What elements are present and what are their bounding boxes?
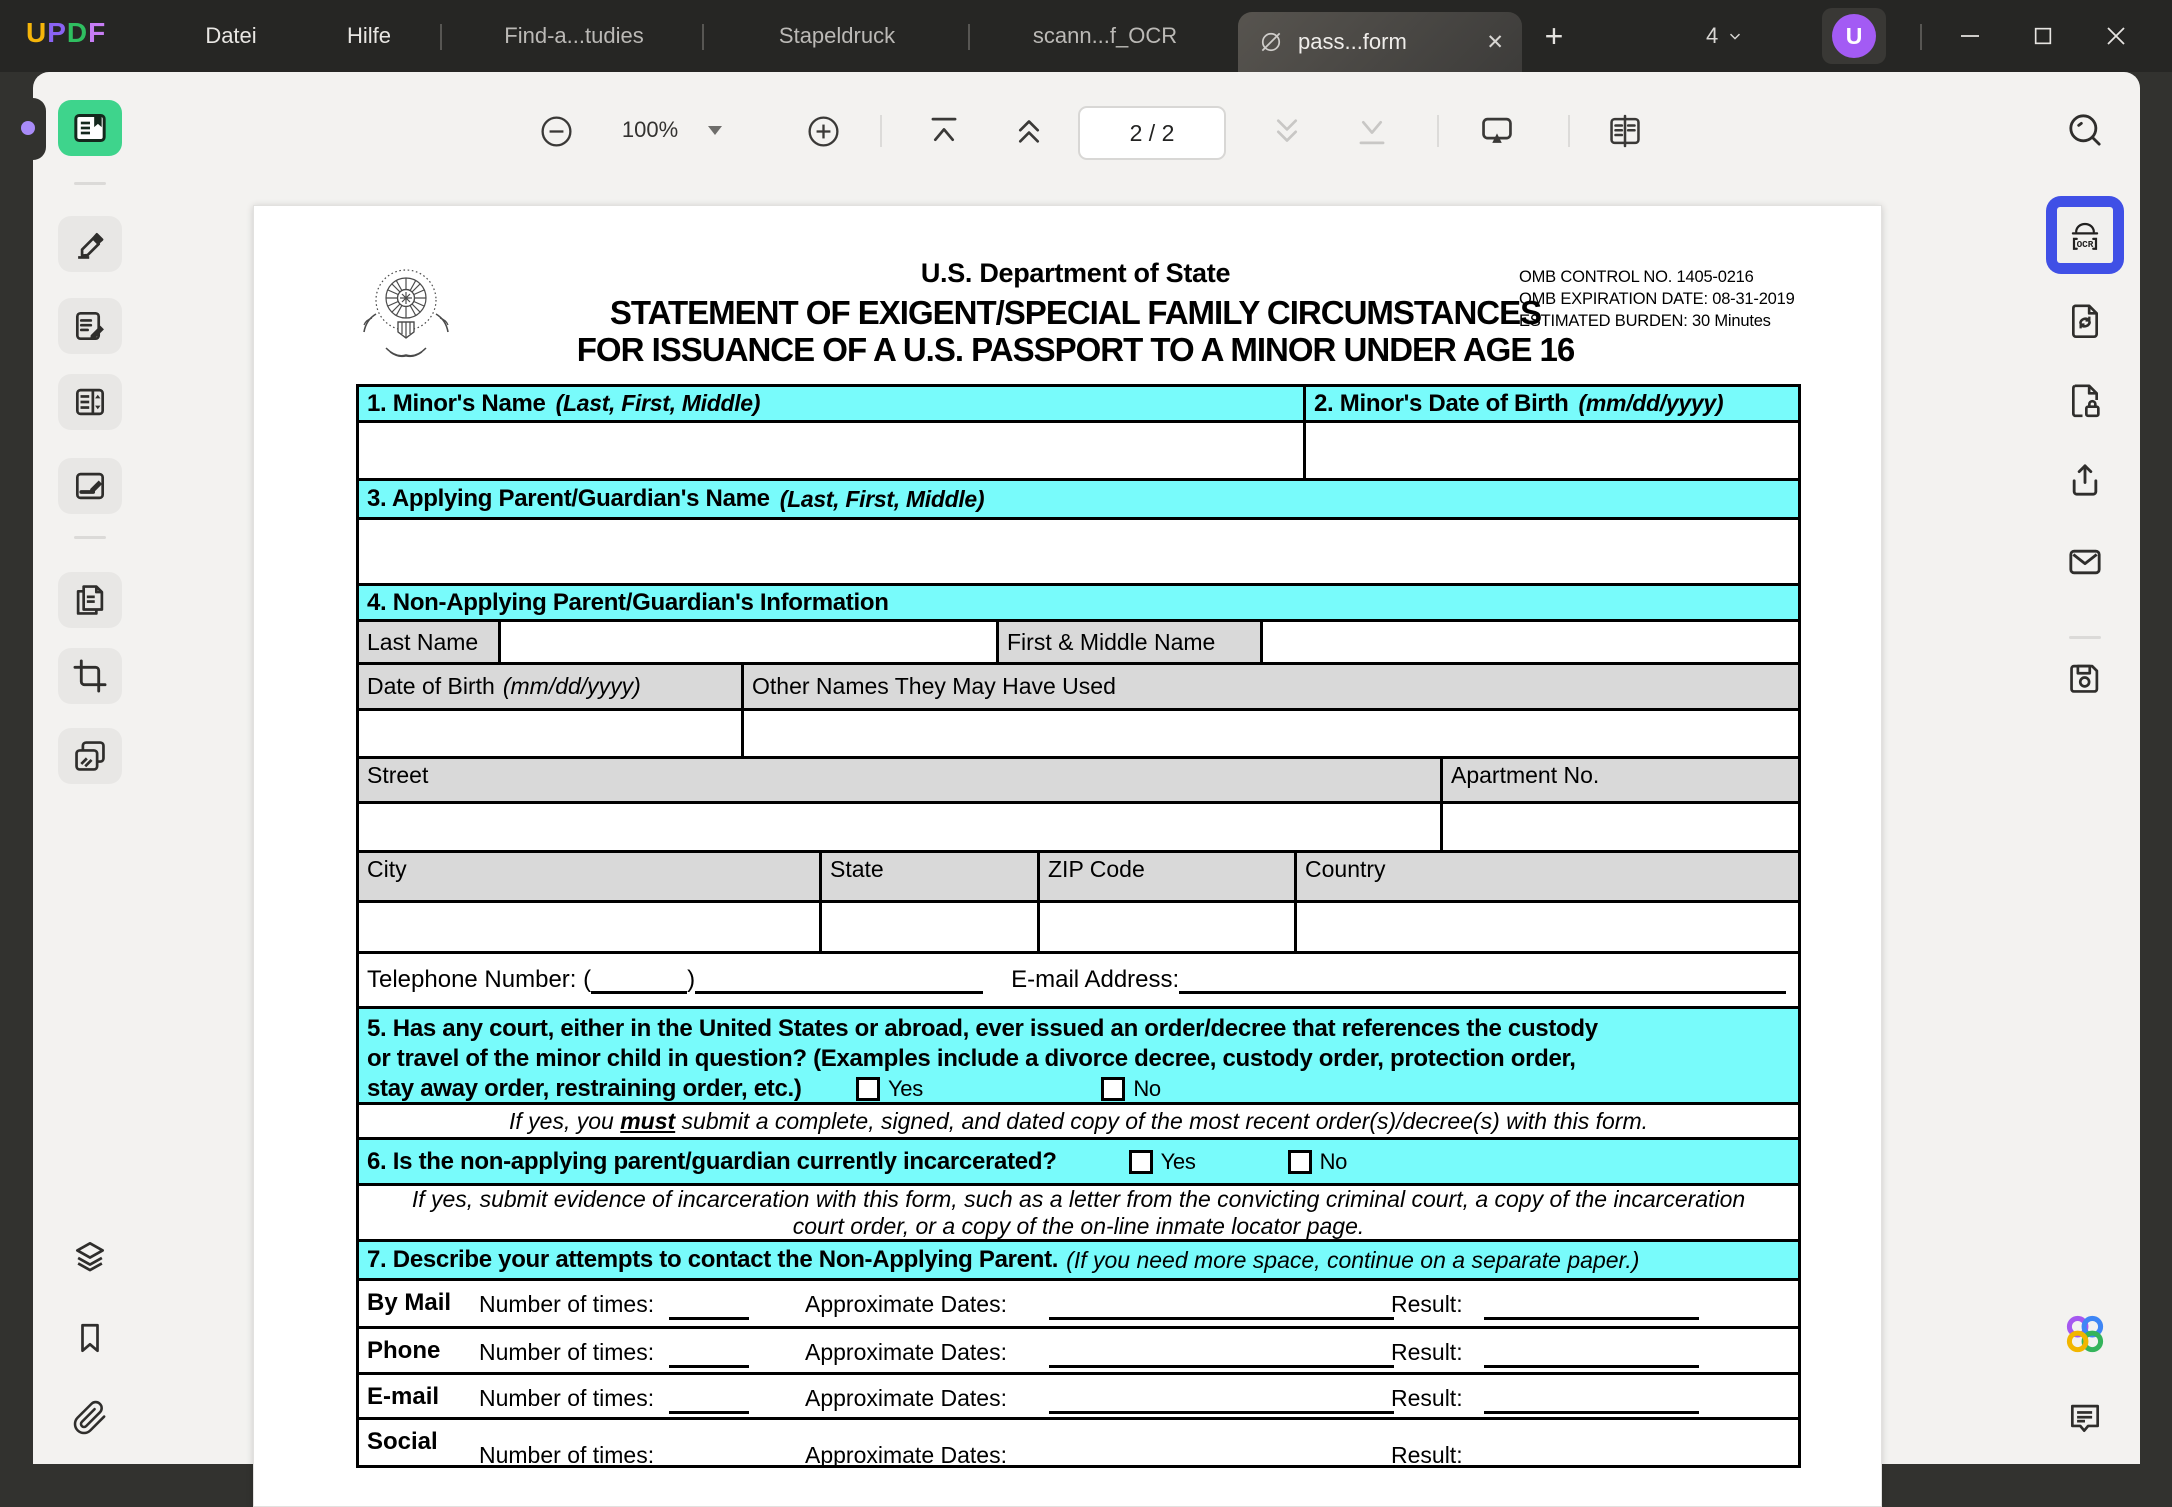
row-note5: If yes, you must submit a complete, signed, and dated copy of the most recent order(s)/decree(s) with this form. [359,1105,1798,1140]
edit-pdf-button[interactable] [58,298,122,354]
save-button[interactable] [2053,650,2117,706]
convert-button[interactable] [2053,292,2117,348]
protect-button[interactable] [2053,372,2117,428]
menu-datei[interactable]: Datei [205,23,257,48]
row-section7-header: 7. Describe your attempts to contact the Non-Applying Parent. (If you need more space, continue on a separate paper.) [359,1242,1798,1281]
fill-sign-button[interactable] [58,458,122,514]
titlebar-separator [702,24,704,50]
pages-icon [71,581,109,619]
minimize-button[interactable] [1944,0,1996,72]
q5-no-checkbox [1101,1077,1125,1101]
paperclip-icon [72,1400,108,1436]
close-window-button[interactable] [2090,0,2142,72]
row-dob-othernames-header: Date of Birth (mm/dd/yyyy) Other Names They May Have Used [359,665,1798,711]
assistant-dot[interactable] [21,121,35,135]
active-tab-label: pass...form [1298,29,1407,54]
row-city-header: City State ZIP Code Country [359,853,1798,903]
new-tab-button[interactable]: + [1544,17,1564,54]
zoom-level[interactable]: 100% [621,117,679,142]
row-contact-phone: Phone Number of times: Approximate Dates: Result: [359,1329,1798,1375]
bookmark-icon [72,1320,108,1356]
othernames-field [744,711,1798,756]
doc-dept-title: U.S. Department of State [920,258,1231,288]
feedback-button[interactable] [2053,1390,2117,1446]
save-icon [2066,659,2104,697]
chevron-down-icon [1726,27,1744,45]
sidebar-divider [74,182,106,185]
row-contact-email: E-mail Number of times: Approximate Dates: Result: [359,1375,1798,1420]
row-phone-email: Telephone Number: ( ) E-mail Address: [359,954,1798,1009]
window-edge [2140,72,2172,1464]
row-street-header: Street Apartment No. [359,759,1798,804]
titlebar-separator [440,24,442,50]
side-panel-handle [33,98,46,160]
comment-tool-button[interactable] [58,216,122,272]
row-question6: 6. Is the non-applying parent/guardian currently incarcerated? Yes No [359,1140,1798,1186]
highlighter-icon [71,225,109,263]
last-page-button[interactable] [1353,112,1391,150]
organize-list-icon [71,383,109,421]
ocr-button-selected[interactable] [2046,196,2124,274]
organize-pages-button[interactable] [58,374,122,430]
search-icon [2065,110,2105,150]
zoom-dropdown-caret[interactable] [708,126,722,135]
share-icon [2065,460,2105,500]
account-avatar[interactable] [1822,8,1886,64]
envelope-icon [2065,542,2105,582]
row-contact-bymail: By Mail Number of times: Approximate Dates: Result: [359,1281,1798,1329]
street-field [359,804,1443,850]
sign-document-icon [71,467,109,505]
title-bar [0,0,2172,72]
view-only-icon [1258,29,1284,55]
avatar-initial: U [1832,14,1876,58]
row-contact-social: Social Number of times: Approximate Dates: Result: [359,1420,1798,1468]
country-field [1297,903,1798,951]
row-city-input [359,903,1798,954]
row-dob-othernames-input [359,711,1798,759]
tab-scann-ocr[interactable]: scann...f_OCR [1032,23,1178,48]
dob-field [359,711,744,756]
titlebar-separator [968,24,970,50]
row-lastname: Last Name First & Middle Name [359,622,1798,665]
row-nonapplying-header: 4. Non-Applying Parent/Guardian's Information [359,586,1798,622]
share-button[interactable] [2053,452,2117,508]
row-question5: 5. Has any court, either in the United States or abroad, ever issued an order/decree that references the custody or travel of the minor child in question? (Examples include a divorce decree, custody order, protection order, stay away order, restraining order, etc.) Yes No [359,1009,1798,1105]
first-page-button[interactable] [925,112,963,150]
doc-title: STATEMENT OF EXIGENT/SPECIAL FAMILY CIRCUMSTANCES FOR ISSUANCE OF A U.S. PASSPORT TO A MINOR UNDER AGE 16 [576,294,1575,368]
svg-text:OCR: OCR [2076,239,2094,251]
sidebar-divider [74,536,106,539]
search-button[interactable] [2053,102,2117,158]
row-street-input [359,804,1798,853]
zoom-in-button[interactable] [805,113,842,150]
pages-button[interactable] [58,572,122,628]
feedback-bubble-icon [2066,1399,2104,1437]
minor-name-field [359,423,1306,478]
firstmiddle-field [1263,622,1798,662]
ai-assistant-button[interactable] [2053,1306,2117,1362]
tab-pass-form-active[interactable] [1238,12,1522,72]
toolbar-separator [1568,115,1570,147]
edit-document-icon [71,307,109,345]
crop-button[interactable] [58,648,122,704]
tab-count-value: 4 [1706,23,1719,48]
row-minor-name-header: 1. Minor's Name (Last, First, Middle) 2. Minor's Date of Birth (mm/dd/yyyy) [359,387,1798,423]
maximize-button[interactable] [2017,0,2069,72]
q6-no-checkbox [1288,1150,1312,1174]
zoom-out-button[interactable] [538,113,575,150]
titlebar-separator [1920,24,1922,50]
next-page-button[interactable] [1268,112,1306,150]
apartment-field [1443,804,1798,850]
bookmark-button[interactable] [58,1310,122,1366]
applying-parent-field [359,520,1798,583]
slideshow-button[interactable] [58,728,122,784]
sidebar-divider [2069,636,2101,639]
zip-field [1040,903,1297,951]
state-field [822,903,1040,951]
omb-block: OMB CONTROL NO. 1405-0216 OMB EXPIRATION DATE: 08-31-2019 ESTIMATED BURDEN: 30 Minutes [1519,268,1795,330]
tab-count-dropdown[interactable] [1706,0,1744,72]
crop-icon [71,657,109,695]
book-reader-icon [70,108,110,148]
previous-page-button[interactable] [1010,112,1048,150]
layers-icon [71,1237,109,1275]
updf-logo[interactable]: UPDF [26,17,107,48]
q5-yes-checkbox [856,1077,880,1101]
tab-stapeldruck[interactable]: Stapeldruck [778,23,896,48]
q6-yes-checkbox [1129,1150,1153,1174]
mail-button[interactable] [2053,534,2117,590]
row-applying-parent-input [359,520,1798,586]
lastname-field [501,622,999,662]
menu-hilfe[interactable]: Hilfe [346,23,391,48]
attachments-button[interactable] [58,1390,122,1446]
pdf-page [253,205,1882,1507]
ocr-icon [2063,213,2107,257]
page-indicator-input[interactable]: 2 / 2 [1078,106,1226,160]
lock-document-icon [2065,380,2105,420]
row-minor-name-input [359,423,1798,481]
minor-dob-field [1306,423,1798,478]
row-note6: If yes, submit evidence of incarceration with this form, such as a letter from the convicting criminal court, a copy of the incarceration court order, or a copy of the on-line inmate locator page. [359,1186,1798,1242]
toolbar-separator [1437,115,1439,147]
tab-find-a-studies[interactable]: Find-a...tudies [504,23,644,48]
reader-mode-tab-active[interactable] [58,100,122,156]
reading-mode-button[interactable] [1606,112,1644,150]
close-tab-icon[interactable]: ✕ [1486,30,1504,54]
row-applying-parent-header: 3. Applying Parent/Guardian's Name (Last, First, Middle) [359,481,1798,520]
ai-assistant-icon [2063,1312,2107,1356]
form-table [356,384,1801,1468]
presentation-mode-button[interactable] [1478,112,1516,150]
layers-button[interactable] [58,1228,122,1284]
convert-document-icon [2065,300,2105,340]
slides-icon [71,737,109,775]
city-field [359,903,822,951]
toolbar-separator [880,115,882,147]
